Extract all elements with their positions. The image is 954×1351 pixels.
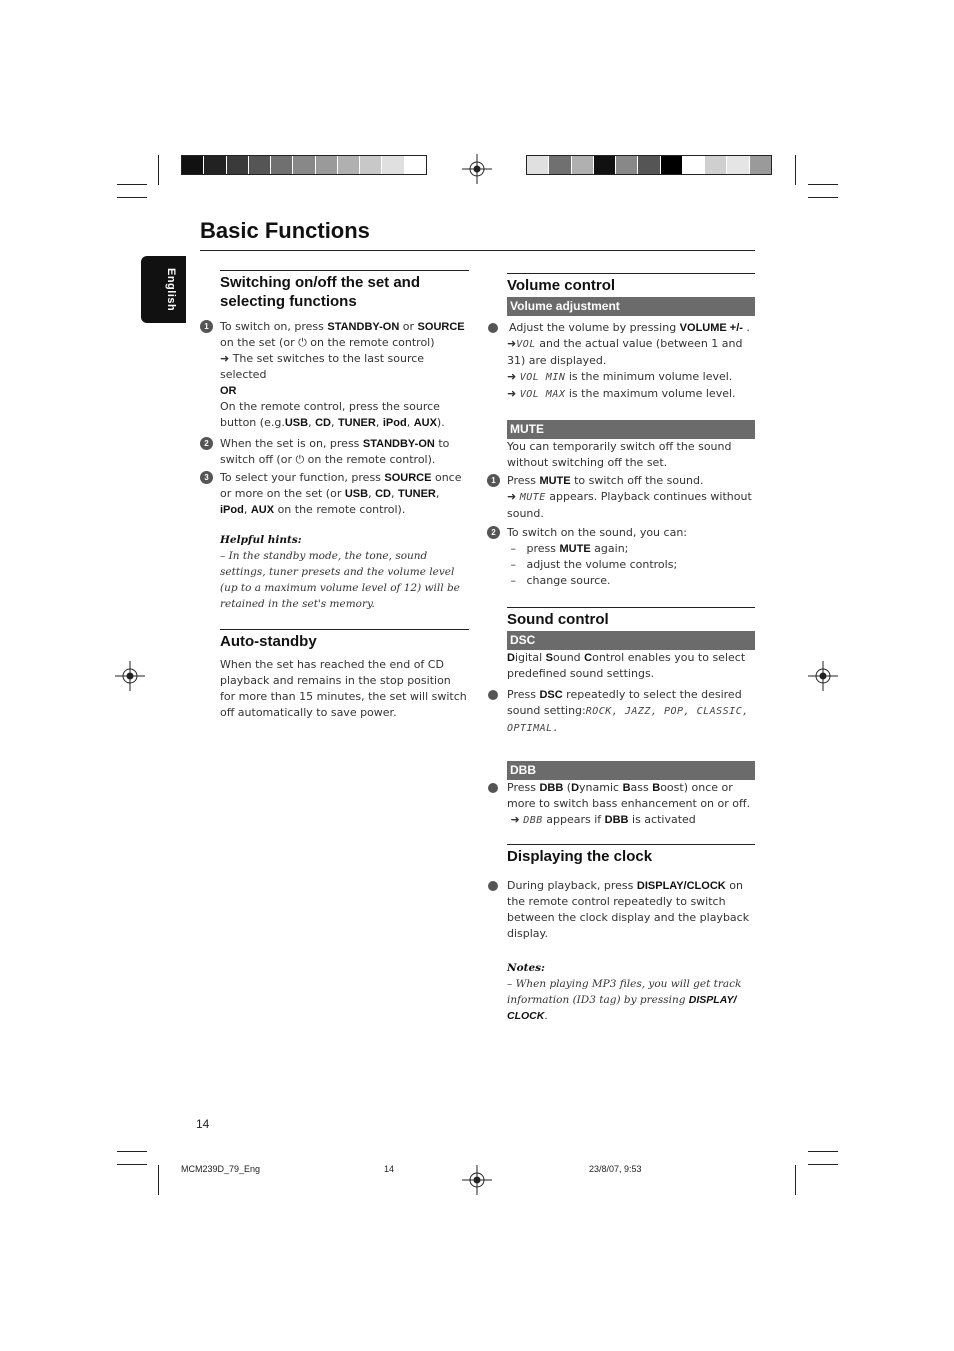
key: AUX xyxy=(250,504,275,516)
step-number: 3 xyxy=(200,471,213,484)
color-swatch xyxy=(527,156,549,174)
text: adjust the volume controls; xyxy=(526,558,678,571)
color-calibration-bar-left xyxy=(181,155,427,175)
footer-file: MCM239D_79_Eng xyxy=(181,1164,261,1174)
text: to switch off the sound. xyxy=(570,474,704,487)
text: ass xyxy=(630,781,653,794)
text: ound xyxy=(553,651,585,664)
language-tab xyxy=(141,256,186,323)
dsc-step xyxy=(507,687,755,737)
crop-mark xyxy=(808,197,838,198)
bullet-icon xyxy=(488,690,498,700)
text: once or more on the set (or xyxy=(220,471,462,500)
key: SOURCE xyxy=(384,472,432,484)
text: Press xyxy=(507,688,540,701)
color-calibration-bar-right xyxy=(526,155,772,175)
notes-text: – When playing MP3 files, you will get track information (ID3 tag) by pressing xyxy=(507,978,742,1006)
color-swatch xyxy=(249,156,271,174)
mute-step-2: 2 To switch on the sound, you can: – press MUTE again; – adjust the volume controls; – change source. xyxy=(507,525,755,589)
key: TUNER xyxy=(397,488,436,500)
crop-mark xyxy=(117,184,147,185)
lcd-text: VOL MIN xyxy=(519,372,566,383)
key: B xyxy=(622,782,631,794)
lcd-text: VOL xyxy=(516,339,536,350)
helpful-hints xyxy=(220,532,469,612)
text: press xyxy=(526,542,560,555)
text: on the remote control). xyxy=(274,503,406,516)
color-swatch xyxy=(182,156,204,174)
crop-mark xyxy=(117,197,147,198)
registration-mark-icon xyxy=(808,661,838,691)
section-heading-auto-standby: Auto-standby xyxy=(220,629,469,651)
section-heading-sound: Sound control xyxy=(507,607,755,629)
text: on the set (or ⏻ on the remote control) xyxy=(220,336,435,349)
hints-title: Helpful hints: xyxy=(220,534,302,546)
text: repeatedly to select the desired sound setting: xyxy=(507,688,742,717)
lcd-text: ROCK, JAZZ, POP, CLASSIC, OPTIMAL. xyxy=(507,706,749,734)
color-swatch xyxy=(683,156,705,174)
language-tab-label: English xyxy=(165,268,177,312)
step-number: 2 xyxy=(200,437,213,450)
text: igital xyxy=(514,651,546,664)
color-swatch xyxy=(338,156,360,174)
crop-mark xyxy=(158,155,159,185)
key: DISPLAY/CLOCK xyxy=(636,880,726,892)
dbb-step: Press DBB (Dynamic Bass Boost) once or more to switch bass enhancement on or off. ➜ DBB appears if DBB is activated xyxy=(507,780,755,829)
color-swatch xyxy=(316,156,338,174)
section-heading-volume: Volume control xyxy=(507,273,755,295)
lcd-text: VOL MAX xyxy=(519,389,566,400)
section-heading-clock: Displaying the clock xyxy=(507,844,755,866)
page-number: 14 xyxy=(196,1117,210,1131)
text: is the minimum volume level. xyxy=(565,370,733,383)
footer-date: 23/8/07, 9:53 xyxy=(589,1164,642,1174)
crop-mark xyxy=(117,1164,147,1165)
text: ontrol enables you to select predefined sound settings. xyxy=(507,651,746,680)
key: D xyxy=(507,652,515,664)
text: oost) once or more to switch bass enhancement on or off. xyxy=(507,781,751,810)
result-text: ➜ The set switches to the last source selected xyxy=(220,352,425,381)
text: again; xyxy=(590,542,629,555)
key: STANDBY-ON xyxy=(327,321,400,333)
notes xyxy=(507,960,755,1024)
volume-result: ➜VOL and the actual value (between 1 and 31) are displayed. xyxy=(507,337,743,367)
text: change source. xyxy=(526,574,611,587)
hints-text: – In the standby mode, the tone, sound settings, tuner presets and the volume level (up to a maximum volume level of 12) will be retained in the set's memory. xyxy=(220,550,460,610)
footer-page: 14 xyxy=(384,1164,395,1174)
registration-mark-icon xyxy=(115,661,145,691)
key: CD xyxy=(375,488,391,500)
key: iPod xyxy=(220,504,244,516)
text: or xyxy=(399,320,418,333)
text: appears if xyxy=(542,813,605,826)
notes-title: Notes: xyxy=(507,962,545,974)
registration-mark-icon xyxy=(462,154,492,184)
key: CD xyxy=(315,417,331,429)
text: When the set is on, press xyxy=(220,437,363,450)
key: TUNER xyxy=(337,417,376,429)
section-heading-switching: Switching on/off the set and selecting functions xyxy=(220,270,469,311)
color-swatch xyxy=(705,156,727,174)
text: on the remote control repeatedly to switch between the clock display and the playback display. xyxy=(507,879,750,940)
text: appears. Playback continues without sound. xyxy=(507,490,752,520)
key: DBB xyxy=(539,782,564,794)
color-swatch xyxy=(271,156,293,174)
bullet-icon xyxy=(488,783,498,793)
key: STANDBY-ON xyxy=(362,438,435,450)
band-dbb: DBB xyxy=(507,761,755,780)
step-number: 1 xyxy=(200,320,213,333)
color-swatch xyxy=(204,156,226,174)
lcd-text: MUTE xyxy=(519,492,546,503)
text: . xyxy=(742,321,750,334)
band-mute: MUTE xyxy=(507,420,755,439)
text: During playback, press xyxy=(507,879,637,892)
key: iPod xyxy=(382,417,407,429)
volume-max: ➜ VOL MAX is the maximum volume level. xyxy=(507,387,736,400)
crop-mark xyxy=(808,1151,838,1152)
bullet-icon xyxy=(488,323,498,333)
title-rule xyxy=(200,250,755,251)
color-swatch xyxy=(405,156,426,174)
auto-standby-text: When the set has reached the end of CD playback and remains in the stop position for more than 15 minutes, the set will switch off automatically to save power. xyxy=(220,658,467,719)
key: DISPLAY/ CLOCK xyxy=(507,994,737,1022)
key: SOURCE xyxy=(417,321,465,333)
text: is the maximum volume level. xyxy=(565,387,736,400)
step-number: 2 xyxy=(487,526,500,539)
crop-mark xyxy=(808,184,838,185)
step-2 xyxy=(204,436,469,468)
key: VOLUME +/- xyxy=(679,322,743,334)
page-title: Basic Functions xyxy=(200,218,370,243)
color-swatch xyxy=(750,156,771,174)
key: B xyxy=(652,782,661,794)
mute-intro: You can temporarily switch off the sound without switching off the set. xyxy=(507,440,732,469)
text: To switch on the sound, you can: xyxy=(507,526,687,539)
crop-mark xyxy=(158,1165,159,1195)
registration-mark-icon xyxy=(462,1165,492,1195)
text: To switch on, press xyxy=(220,320,328,333)
key: USB xyxy=(344,488,369,500)
dsc-intro xyxy=(507,650,755,682)
right-column xyxy=(491,273,755,1024)
step-number: 1 xyxy=(487,474,500,487)
text: Press xyxy=(507,781,540,794)
key: AUX xyxy=(413,417,437,429)
key: D xyxy=(571,782,580,794)
crop-mark xyxy=(795,1165,796,1195)
text: Adjust the volume by pressing xyxy=(509,321,680,334)
key: MUTE xyxy=(559,543,591,555)
color-swatch xyxy=(227,156,249,174)
color-swatch xyxy=(360,156,382,174)
key: DBB xyxy=(604,814,629,826)
volume-step xyxy=(507,320,755,336)
color-swatch xyxy=(382,156,404,174)
left-column xyxy=(204,270,469,721)
color-swatch xyxy=(549,156,571,174)
text: ynamic xyxy=(579,781,623,794)
lcd-text: DBB xyxy=(523,815,543,826)
key: DSC xyxy=(539,689,563,701)
color-swatch xyxy=(616,156,638,174)
text: ). xyxy=(436,416,445,429)
bullet-icon xyxy=(488,881,498,891)
key: S xyxy=(545,652,553,664)
band-dsc: DSC xyxy=(507,631,755,650)
color-swatch xyxy=(572,156,594,174)
color-swatch xyxy=(293,156,315,174)
volume-min: ➜ VOL MIN is the minimum volume level. xyxy=(507,370,733,383)
text: ( xyxy=(563,781,572,794)
band-volume-adjustment: Volume adjustment xyxy=(507,297,755,316)
text: and the actual value (between 1 and 31) are displayed. xyxy=(507,337,743,367)
color-swatch xyxy=(638,156,660,174)
text: . xyxy=(544,1010,548,1022)
clock-step xyxy=(507,878,755,942)
mute-step-1: 1 Press MUTE to switch off the sound. ➜ MUTE appears. Playback continues without sound. xyxy=(507,473,755,522)
crop-mark xyxy=(808,1164,838,1165)
color-swatch xyxy=(594,156,616,174)
color-swatch xyxy=(727,156,749,174)
crop-mark xyxy=(795,155,796,185)
crop-mark xyxy=(117,1151,147,1152)
color-swatch xyxy=(661,156,683,174)
step-1: 1 To switch on, press STANDBY-ON or SOURCE on the set (or ⏻ on the remote control) ➜ The set switches to the last source selected OR On the remote control, press the source button (e.g.USB, CD, TUNER, iPod, AUX). xyxy=(220,319,469,431)
or-label: OR xyxy=(220,385,237,397)
key: MUTE xyxy=(539,475,571,487)
text: is activated xyxy=(628,813,696,826)
text: To select your function, press xyxy=(220,471,385,484)
text: Press xyxy=(507,474,540,487)
text: to switch off (or ⏻ on the remote control). xyxy=(220,437,450,466)
key: C xyxy=(584,652,593,664)
step-3: 3 To select your function, press SOURCE once or more on the set (or USB, CD, TUNER, iPod, AUX on the remote control). xyxy=(220,470,469,518)
text: On the remote control, press the source button (e.g. xyxy=(220,400,440,429)
key: USB xyxy=(284,417,309,429)
